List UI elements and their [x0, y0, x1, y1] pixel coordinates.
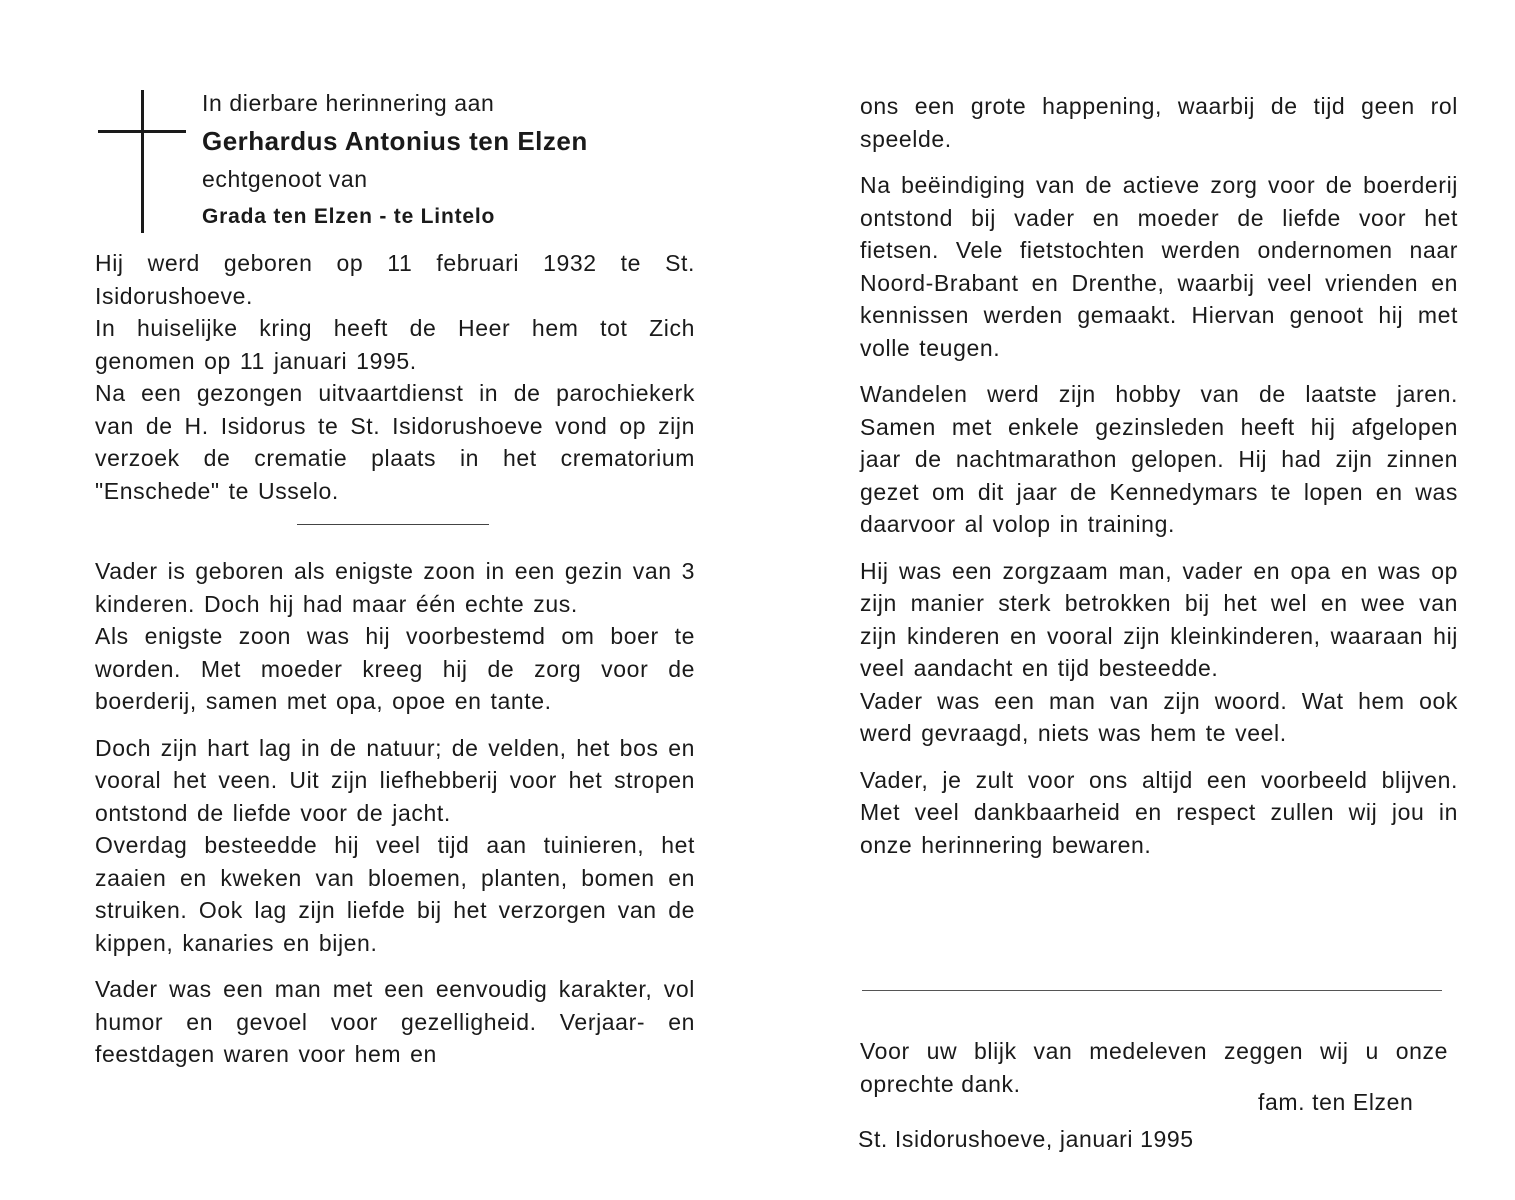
left-column [95, 247, 695, 1071]
place-date: St. Isidorushoeve, januari 1995 [858, 1126, 1194, 1152]
thanks-paragraph: Voor uw blijk van medeleven zeggen wij u onze oprechte dank. [860, 1038, 1448, 1097]
character-paragraph: Vader was een man met een eenvoudig karakter, vol humor en gevoel voor gezelligheid. Verjaar- en feestdagen waren voor hem en [95, 976, 695, 1067]
intro-line: In dierbare herinnering aan [202, 90, 495, 116]
garden-paragraph: Overdag besteedde hij veel tijd aan tuinieren, het zaaien en kweken van bloemen, planten, bomen en struiken. Ook lag zijn liefde bij het verzorgen van de kippen, kanaries en bijen. [95, 832, 695, 956]
spouse-name: Grada ten Elzen - te Lintelo [202, 205, 496, 228]
walking-paragraph: Wandelen werd zijn hobby van de laatste jaren. Samen met enkele gezinsleden heeft hij afgelopen jaar de nachtmarathon gelopen. Hij had zijn zinnen gezet om dit jaar de Kennedymars te lopen en was daarvoor al volop in training. [860, 381, 1458, 537]
cross-vertical-bar [141, 90, 144, 233]
funeral-paragraph: Na een gezongen uitvaartdienst in de parochiekerk van de H. Isidorus te St. Isidorushoeve vond op zijn verzoek de crematie plaats in het crematorium "Enschede" te Usselo. [95, 380, 695, 504]
family-paragraph: Vader is geboren als enigste zoon in een gezin van 3 kinderen. Doch hij had maar één echte zus. [95, 558, 695, 617]
spouse-label: echtgenoot van [202, 166, 368, 192]
card-header [202, 84, 722, 236]
death-paragraph: In huiselijke kring heeft de Heer hem tot Zich genomen op 11 januari 1995. [95, 315, 695, 374]
closing-divider [862, 990, 1442, 991]
deceased-name: Gerhardus Antonius ten Elzen [202, 126, 588, 156]
cycling-paragraph: Na beëindiging van de actieve zorg voor de boerderij ontstond bij vader en moeder de liefde voor het fietsen. Vele fietstochten werden ondernomen naar Noord-Brabant en Drenthe, waarbij veel vrienden en kennissen werden gemaakt. Hiervan genoot hij met volle teugen. [860, 172, 1458, 361]
family-signature: fam. ten Elzen [1258, 1089, 1414, 1115]
nature-paragraph: Doch zijn hart lag in de natuur; de velden, het bos en vooral het veen. Uit zijn liefhebberij voor het stropen ontstond de liefde voor de jacht. [95, 734, 695, 826]
cross-horizontal-bar [98, 130, 186, 133]
family-man-paragraph: Hij was een zorgzaam man, vader en opa en was op zijn manier sterk betrokken bij het wel en wee van zijn kinderen en vooral zijn kleinkinderen, waaraan hij veel aandacht en tijd besteedde. [860, 557, 1458, 681]
example-paragraph: Vader, je zult voor ons altijd een voorbeeld blijven. Met veel dankbaarheid en respect zullen wij jou in onze herinnering bewaren. [860, 766, 1458, 858]
happening-paragraph: ons een grote happening, waarbij de tijd geen rol speelde. [860, 93, 1458, 152]
word-paragraph: Vader was een man van zijn woord. Wat hem ook werd gevraagd, niets was hem te veel. [860, 687, 1458, 746]
farm-paragraph: Als enigste zoon was hij voorbestemd om boer te worden. Met moeder kreeg hij de zorg voor de boerderij, samen met opa, opoe en tante. [95, 623, 695, 714]
birth-paragraph: Hij werd geboren op 11 februari 1932 te St. Isidorushoeve. [95, 250, 695, 309]
section-divider [297, 524, 489, 525]
right-column [860, 90, 1458, 875]
